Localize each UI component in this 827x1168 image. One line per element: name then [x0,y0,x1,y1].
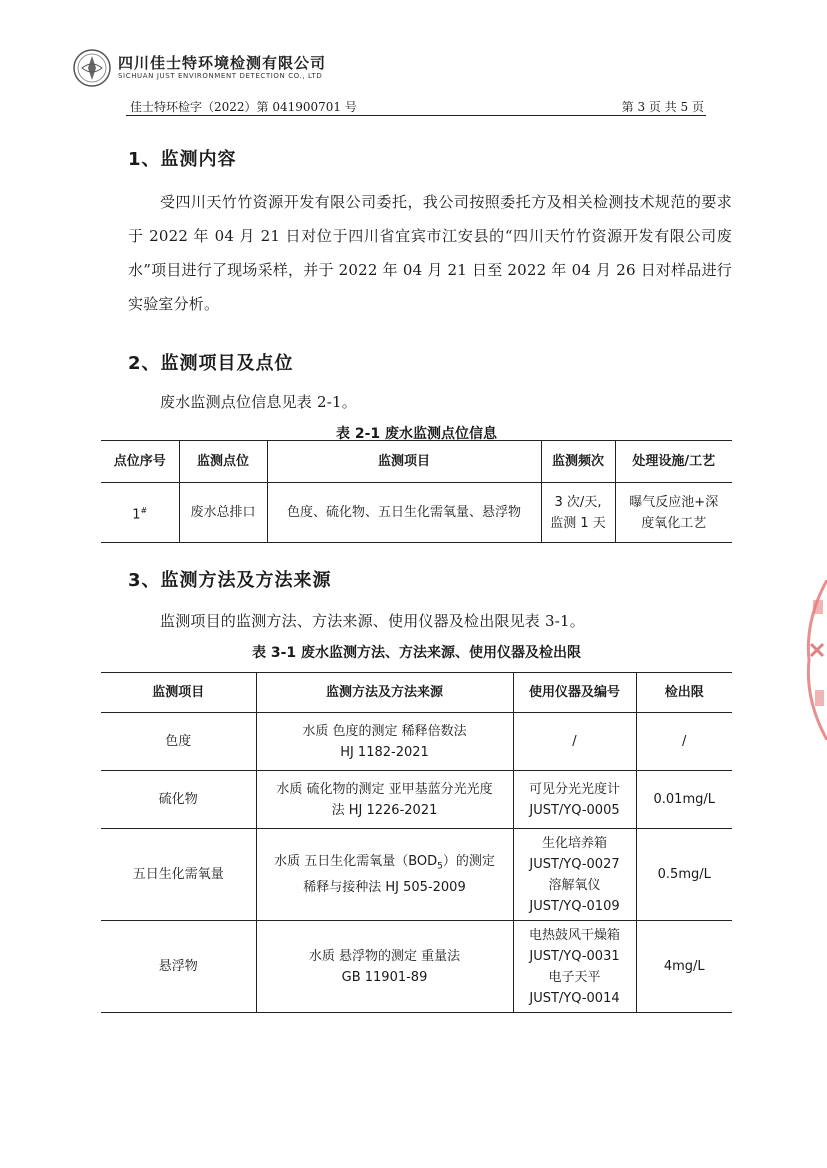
instrument-line: 电热鼓风干燥箱 [528,927,620,943]
column-header: 点位序号 [101,441,179,483]
method-cell [256,829,513,921]
limit-cell: 4mg/L [636,921,732,1013]
instrument-line: JUST/YQ-0031 [529,948,620,964]
company-name-en: SICHUAN JUST ENVIRONMENT DETECTION CO., LTD [118,72,323,80]
monitoring-point: 废水总排口 [179,483,267,543]
column-header: 监测方法及方法来源 [256,673,513,713]
point-number [101,483,179,543]
report-body-section-3 [128,566,732,662]
table-3-1-caption: 表 3-1 废水监测方法、方法来源、使用仪器及检出限 [251,645,582,661]
method-line: 法 HJ 1226-2021 [331,802,438,818]
method-line: GB 11901-89 [341,969,428,985]
method-cell [256,713,513,771]
facility-line: 度氧化工艺 [641,515,707,531]
page-header [72,44,732,118]
limit-cell: 0.01mg/L [636,771,732,829]
page-count: 第 3 页 共 5 页 [621,100,704,114]
limit-cell: / [636,713,732,771]
method-line [261,851,509,878]
section-2-title: 2、监测项目及点位 [128,353,294,374]
frequency-line: 3 次/天, [554,494,602,510]
method-text: ）的测定 [442,853,495,869]
instrument-cell [513,921,636,1013]
column-header: 使用仪器及编号 [513,673,636,713]
report-body [128,145,732,443]
instrument-line: JUST/YQ-0014 [529,990,620,1006]
method-line: 水质 硫化物的测定 亚甲基蓝分光光度 [276,781,493,797]
method-cell [256,771,513,829]
instrument-line: 电子天平 [548,969,601,985]
header-divider [126,115,706,116]
instrument-cell [513,771,636,829]
item-cell: 悬浮物 [101,921,256,1013]
table-row [101,713,732,771]
section-3-paragraph: 监测项目的监测方法、方法来源、使用仪器及检出限见表 3-1。 [160,612,585,630]
instrument-line: JUST/YQ-0027 [529,856,620,872]
column-header: 检出限 [636,673,732,713]
instrument-cell [513,829,636,921]
instrument-line: JUST/YQ-0109 [529,898,620,914]
item-cell: 五日生化需氧量 [101,829,256,921]
section-2-paragraph: 废水监测点位信息见表 2-1。 [160,393,357,411]
table-header-row [101,441,732,483]
column-header: 监测频次 [541,441,615,483]
company-name-cn: 四川佳士特环境检测有限公司 [118,54,327,72]
company-logo-icon [72,48,112,88]
section-1-title: 1、监测内容 [128,149,237,170]
instrument-line: 生化培养箱 [541,835,607,851]
section-1-paragraph: 受四川天竹竹资源开发有限公司委托，我公司按照委托方及相关检测技术规范的要求于 2022 年 04 月 21 日对位于四川省宜宾市江安县的“四川天竹竹资源开发有限公司废水”项目进行了现场采样，并于 2022 年 04 月 21 日至 2022 年 04 月 26 日对样品进行实验室分析。 [128,193,732,313]
treatment-facility [615,483,732,543]
method-cell [256,921,513,1013]
frequency-line: 监测 1 天 [550,515,606,531]
method-text: 水质 五日生化需氧量（BOD [274,853,438,869]
column-header: 处理设施/工艺 [615,441,732,483]
item-cell: 色度 [101,713,256,771]
method-line: HJ 1182-2021 [340,744,429,760]
instrument-line: 溶解氧仪 [548,877,601,893]
facility-line: 曝气反应池+深 [629,494,719,510]
table-header-row [101,673,732,713]
monitoring-items: 色度、硫化物、五日生化需氧量、悬浮物 [267,483,541,543]
table-row [101,771,732,829]
column-header: 监测点位 [179,441,267,483]
table-row [101,829,732,921]
instrument-cell: / [513,713,636,771]
instrument-line: 可见分光光度计 [528,781,620,797]
column-header: 监测项目 [101,673,256,713]
point-number-value: 1 [132,507,141,523]
instrument-line: JUST/YQ-0005 [529,802,620,818]
table-2-1 [101,440,732,543]
monitoring-frequency [541,483,615,543]
limit-cell: 0.5mg/L [636,829,732,921]
method-subscript: 5 [437,861,443,872]
method-line: 稀释与接种法 HJ 505-2009 [303,880,466,896]
point-number-sup: # [140,505,148,515]
table-2-1-caption: 表 2-1 废水监测点位信息 [335,426,498,442]
report-number: 佳士特环检字（2022）第 041900701 号 [130,100,357,114]
method-line: 水质 色度的测定 稀释倍数法 [302,723,467,739]
table-row [101,921,732,1013]
column-header: 监测项目 [267,441,541,483]
seal-stamp-icon [803,580,827,740]
table-3-1 [101,672,732,1013]
method-line: 水质 悬浮物的测定 重量法 [308,948,461,964]
section-3-title: 3、监测方法及方法来源 [128,570,332,591]
table-row [101,483,732,543]
item-cell: 硫化物 [101,771,256,829]
